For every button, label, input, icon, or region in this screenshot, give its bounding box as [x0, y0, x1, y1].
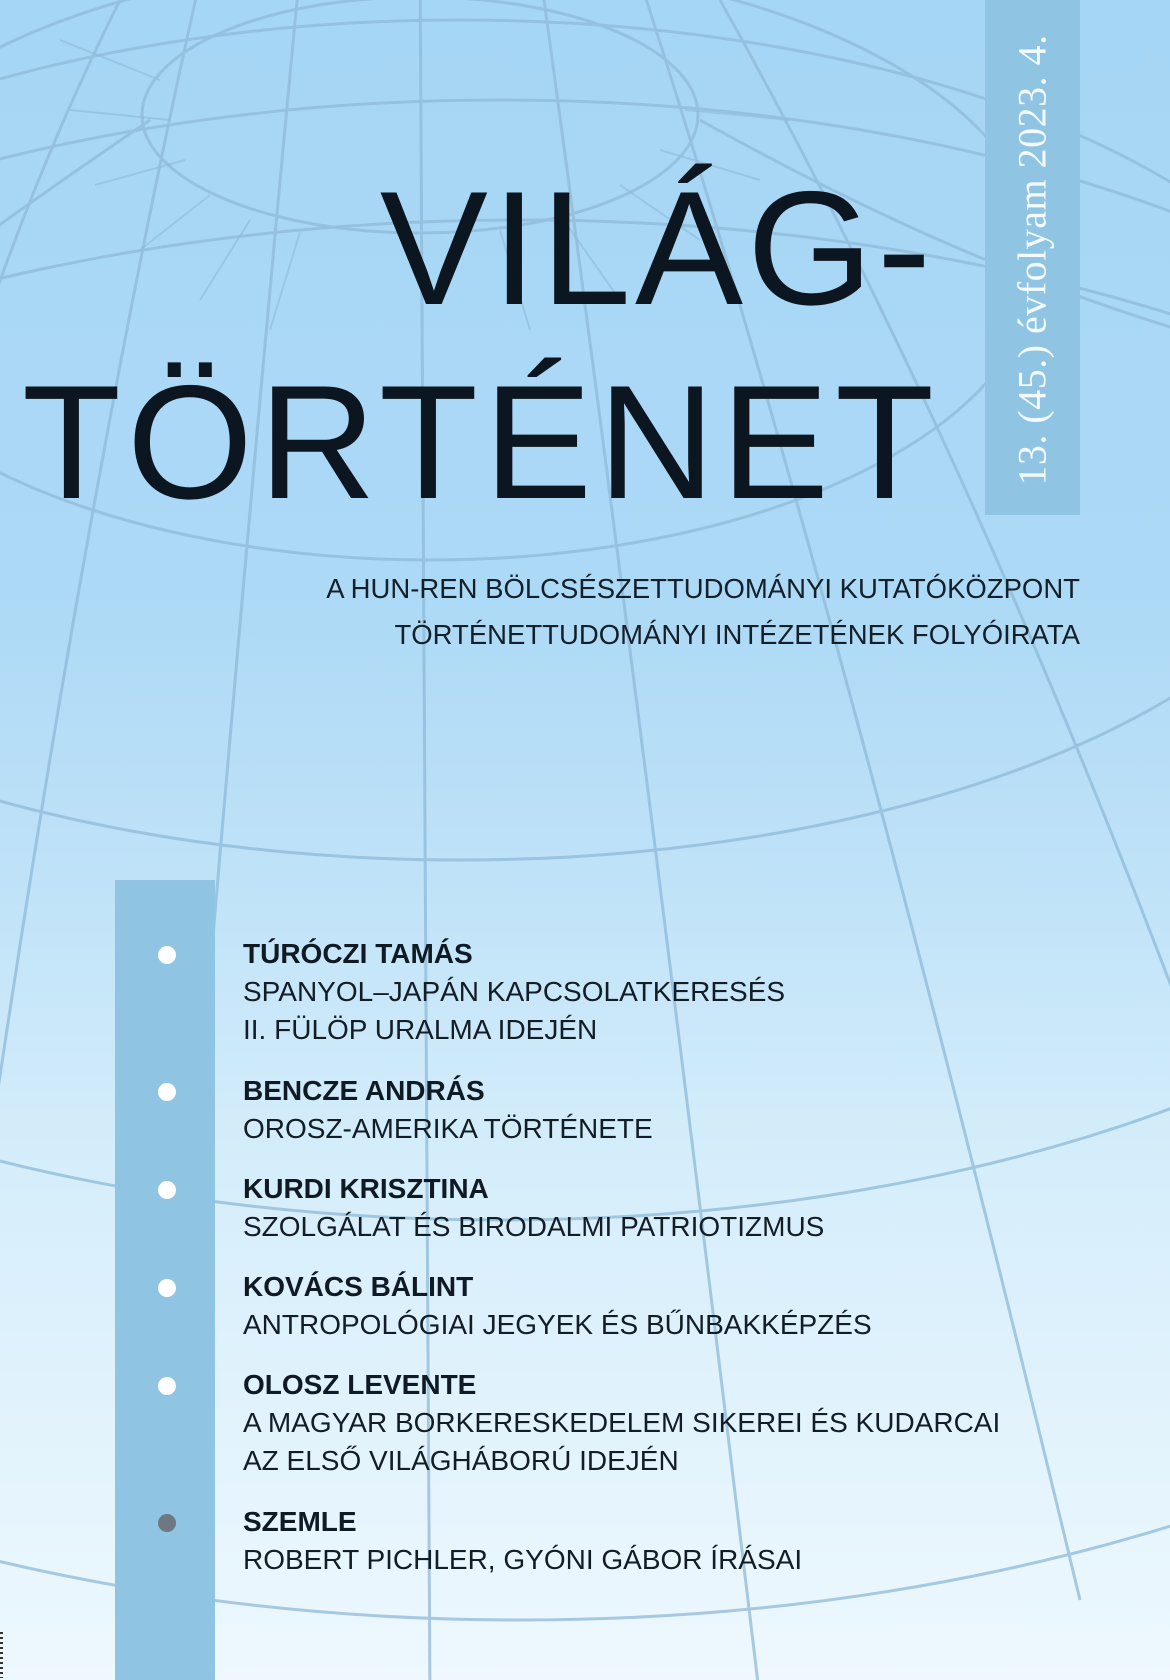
entry-title-line: ANTROPOLÓGIAI JEGYEK ÉS BŰNBAKKÉPZÉS — [243, 1309, 872, 1340]
contents-entry-kovacs — [243, 1268, 872, 1344]
bullet-icon — [158, 1279, 176, 1297]
bullet-icon — [158, 1083, 176, 1101]
contents-entry-bencze — [243, 1072, 653, 1148]
bullet-icon — [158, 946, 176, 964]
print-edge-mark — [0, 1632, 3, 1678]
entry-title-line: AZ ELSŐ VILÁGHÁBORÚ IDEJÉN — [243, 1445, 679, 1476]
entry-title-line: SPANYOL–JAPÁN KAPCSOLATKERESÉS — [243, 976, 786, 1007]
publisher-line-2: TÖRTÉNETTUDOMÁNYI INTÉZETÉNEK FOLYÓIRATA — [394, 619, 1080, 650]
entry-title-line: OROSZ-AMERIKA TÖRTÉNETE — [243, 1113, 653, 1144]
entry-title-line: A MAGYAR BORKERESKEDELEM SIKEREI ÉS KUDARCAI — [243, 1407, 1001, 1438]
entry-author: OLOSZ LEVENTE — [243, 1369, 477, 1400]
bullet-icon — [158, 1514, 176, 1532]
journal-title-line-1: VILÁG- — [379, 158, 935, 339]
volume-label: 13. (45.) évfolyam 2023. 4. — [1009, 34, 1055, 486]
contents-entry-szemle — [243, 1503, 802, 1579]
entry-author: KURDI KRISZTINA — [243, 1173, 489, 1204]
entry-author: KOVÁCS BÁLINT — [243, 1271, 474, 1302]
entry-author: BENCZE ANDRÁS — [243, 1075, 485, 1106]
contents-entry-turoczi — [243, 935, 785, 1049]
entry-author: TÚRÓCZI TAMÁS — [243, 938, 473, 969]
bullet-icon — [158, 1181, 176, 1199]
entry-title-line: SZOLGÁLAT ÉS BIRODALMI PATRIOTIZMUS — [243, 1211, 825, 1242]
contents-entry-kurdi — [243, 1170, 824, 1246]
entry-author: SZEMLE — [243, 1506, 357, 1537]
entry-title-line: II. FÜLÖP URALMA IDEJÉN — [243, 1014, 598, 1045]
contents-entry-olosz — [243, 1366, 1000, 1480]
entry-title-line: ROBERT PICHLER, GYÓNI GÁBOR ÍRÁSAI — [243, 1544, 803, 1575]
bullet-icon — [158, 1377, 176, 1395]
journal-title-line-2: TÖRTÉNET — [21, 352, 940, 533]
publisher-line-1: A HUN-REN BÖLCSÉSZETTUDOMÁNYI KUTATÓKÖZPONT — [326, 573, 1080, 604]
